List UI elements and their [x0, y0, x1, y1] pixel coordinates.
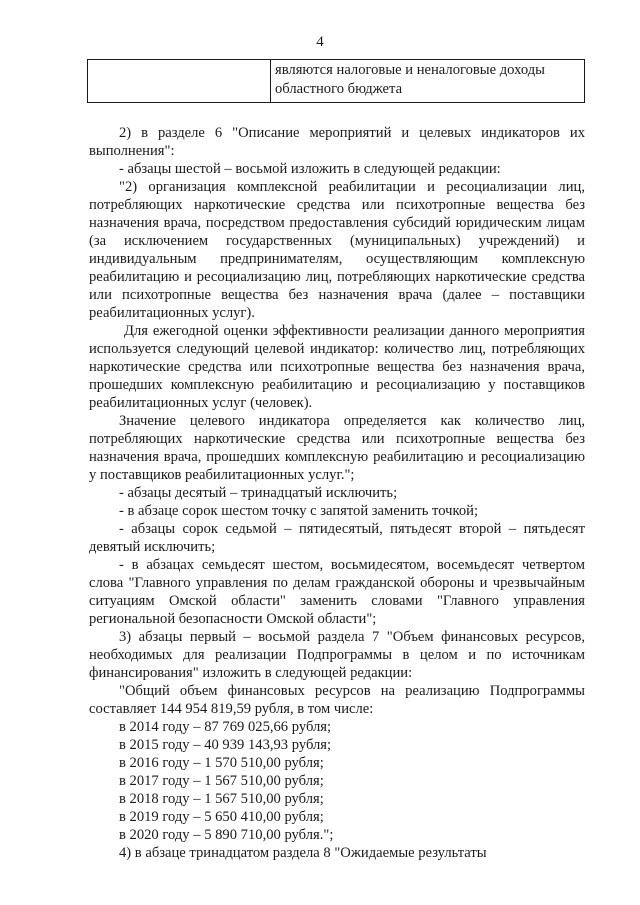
paragraph: - абзацы десятый – тринадцатый исключить; [119, 485, 398, 501]
funding-year-line: в 2015 году – 40 939 143,93 рубля; [119, 737, 332, 753]
document-body [89, 124, 585, 862]
paragraph: - абзацы сорок седьмой – пятидесятый, пятьдесят второй – пятьдесят девятый исключить; [89, 521, 585, 555]
paragraph: - абзацы шестой – восьмой изложить в следующей редакции: [119, 161, 501, 177]
paragraph: - в абзацах семьдесят шестом, восьмидесятом, восемьдесят четвертом слова "Главного управления по делам гражданской обороны и чрезвычайным ситуациям Омской области" заменить словами "Главного управления региональной безопасности Омской области"; [89, 557, 585, 627]
funding-year-line: в 2017 году – 1 567 510,00 рубля; [119, 773, 324, 789]
funding-year-line: в 2016 году – 1 570 510,00 рубля; [119, 755, 324, 771]
paragraph: Для ежегодной оценки эффективности реализации данного мероприятия используется следующий целевой индикатор: количество лиц, потребляющих наркотические средства или психотропные вещества без назначения врача, прошедших комплексную реабилитацию и ресоциализацию у поставщиков реабилитационных услуг (человек). [89, 323, 585, 411]
table-row [88, 60, 585, 103]
paragraph: 3) абзацы первый – восьмой раздела 7 "Объем финансовых ресурсов, необходимых для реализации Подпрограммы в целом и по источникам финансирования" изложить в следующей редакции: [89, 629, 585, 681]
paragraph: 4) в абзаце тринадцатом раздела 8 "Ожидаемые результаты [119, 845, 487, 861]
paragraph: Значение целевого индикатора определяется как количество лиц, потребляющих наркотические средства или психотропные вещества без назначения врача, прошедших комплексную реабилитацию и ресоциализацию у поставщиков реабилитационных услуг."; [89, 413, 585, 483]
paragraph: "2) организация комплексной реабилитации и ресоциализации лиц, потребляющих наркотические средства или психотропные вещества без назначения врача, посредством предоставления субсидий юридическим лицам (за исключением государственных (муниципальных) учреждений) и индивидуальным предпринимателям, осуществляющим комплексную реабилитацию и ресоциализацию лиц, потребляющих наркотические средства или психотропные вещества без назначения врача (далее – поставщики реабилитационных услуг). [89, 179, 585, 321]
funding-year-line: в 2020 году – 5 890 710,00 рубля."; [119, 827, 334, 843]
funding-year-line: в 2018 году – 1 567 510,00 рубля; [119, 791, 324, 807]
page-number: 4 [316, 34, 324, 50]
paragraph: "Общий объем финансовых ресурсов на реализацию Подпрограммы составляет 144 954 819,59 рубля, в том числе: [89, 683, 585, 717]
table-cell-left [88, 60, 271, 103]
paragraph: 2) в разделе 6 "Описание мероприятий и целевых индикаторов их выполнения": [89, 125, 585, 159]
table-cell-right: являются налоговые и неналоговые доходы областного бюджета [271, 60, 585, 103]
funding-year-line: в 2019 году – 5 650 410,00 рубля; [119, 809, 324, 825]
paragraph: - в абзаце сорок шестом точку с запятой заменить точкой; [119, 503, 478, 519]
continuation-table [87, 59, 585, 103]
funding-year-line: в 2014 году – 87 769 025,66 рубля; [119, 719, 332, 735]
